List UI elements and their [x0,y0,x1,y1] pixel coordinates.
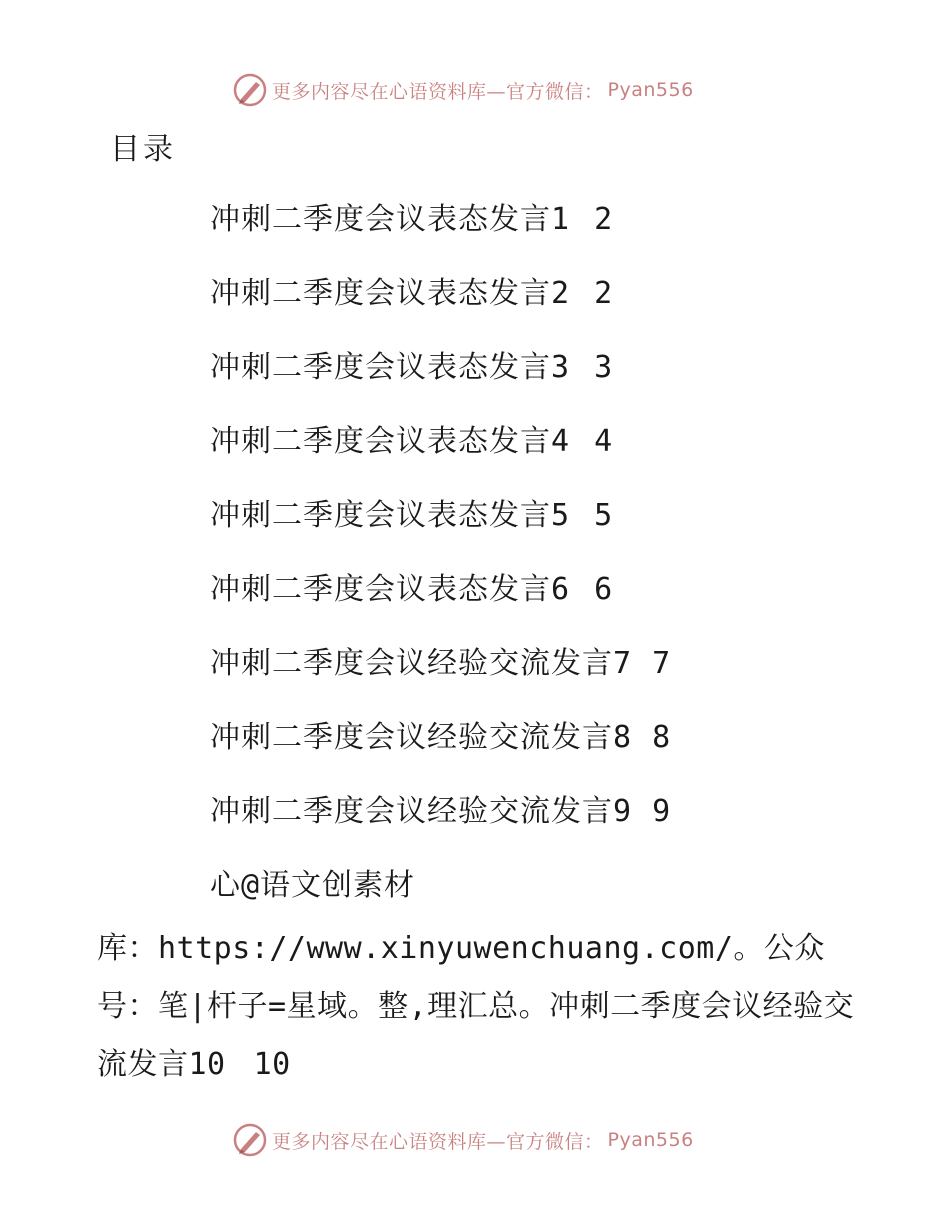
toc-entry-page: 9 [652,794,671,829]
watermark-wechat-id: Pyan556 [607,1129,694,1151]
toc-entry[interactable] [210,642,670,716]
toc-last-entry[interactable] [97,920,857,1094]
toc-entry-page: 5 [594,498,613,533]
toc-entry-title: 冲刺二季度会议表态发言1 [210,202,571,237]
toc-last-entry-page: 10 [253,1047,291,1082]
toc-last-entry-text: 库：https://www.xinyuwenchuang.com/。公众号：笔|杆子=星域。整,理汇总。冲刺二季度会议经验交流发言10 [97,931,855,1082]
toc-entry-title: 冲刺二季度会议表态发言6 [210,572,571,607]
toc-entry-title: 冲刺二季度会议经验交流发言7 [210,646,633,681]
watermark-wechat-id: Pyan556 [607,79,694,101]
toc-entry[interactable] [210,494,670,568]
toc-entry[interactable] [210,272,670,346]
toc-entry-page: 2 [594,202,613,237]
toc-entry-title: 冲刺二季度会议表态发言5 [210,498,571,533]
toc-entry-page: 3 [594,350,613,385]
watermark-footer [232,1120,694,1160]
toc-entry-page: 7 [652,646,671,681]
toc-entry[interactable] [210,346,670,420]
toc-heading: 目录 [110,132,176,167]
watermark-text: 更多内容尽在心语资料库—官方微信： [272,1130,604,1153]
toc-entry-title: 冲刺二季度会议经验交流发言9 [210,794,633,829]
toc-entry-page: 4 [594,424,613,459]
toc-entry[interactable] [210,790,670,864]
toc-entry-page: 2 [594,276,613,311]
toc-entry-page: 6 [594,572,613,607]
watermark-header [232,70,694,110]
pen-logo-icon [232,1122,268,1158]
toc-entry[interactable] [210,420,670,494]
watermark-text: 更多内容尽在心语资料库—官方微信： [272,80,604,103]
toc-entry[interactable] [210,198,670,272]
toc-entry-title: 冲刺二季度会议经验交流发言8 [210,720,633,755]
toc-entry-title: 冲刺二季度会议表态发言2 [210,276,571,311]
pen-logo-icon [232,72,268,108]
toc-entry-page: 8 [652,720,671,755]
toc-last-entry-line1: 心@语文创素材 [210,868,416,903]
toc-entry[interactable] [210,716,670,790]
toc-list [210,198,670,864]
toc-entry-title: 冲刺二季度会议表态发言4 [210,424,571,459]
toc-entry[interactable] [210,568,670,642]
toc-entry-title: 冲刺二季度会议表态发言3 [210,350,571,385]
